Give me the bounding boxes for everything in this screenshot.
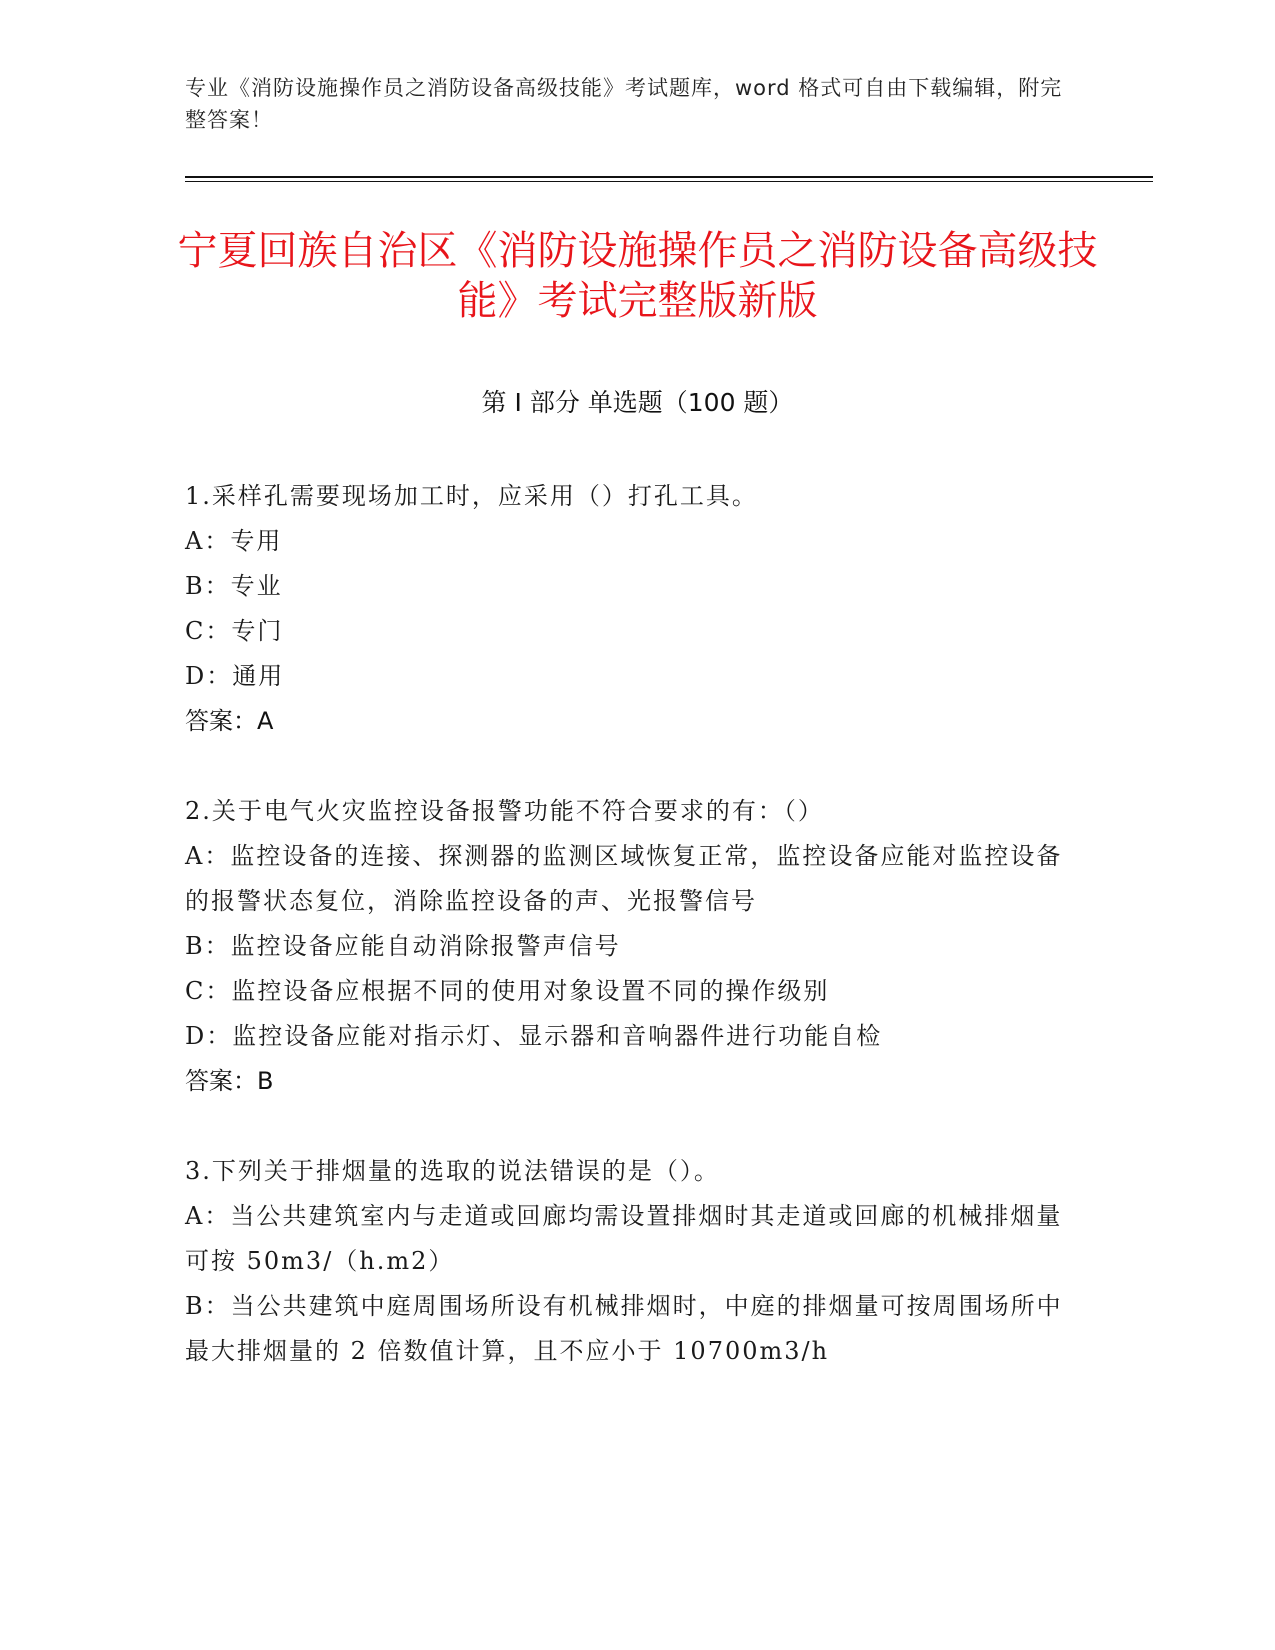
option-b: B：监控设备应能自动消除报警声信号 [185, 932, 621, 960]
question-stem: 2.关于电气火灾监控设备报警功能不符合要求的有：（） [185, 797, 824, 825]
header-rule-thick [185, 176, 1153, 178]
option-b: B：当公共建筑中庭周围场所设有机械排烟时，中庭的排烟量可按周围场所中最大排烟量的 2 倍数值计算，且不应小于 10700m3/h [185, 1292, 1063, 1365]
option-d: D：监控设备应能对指示灯、显示器和音响器件进行功能自检 [185, 1022, 883, 1050]
question-stem: 3.下列关于排烟量的选取的说法错误的是（）。 [185, 1157, 720, 1185]
question-stem: 1.采样孔需要现场加工时，应采用（）打孔工具。 [185, 482, 758, 510]
option-a: A：监控设备的连接、探测器的监测区域恢复正常，监控设备应能对监控设备的报警状态复位，消除监控设备的声、光报警信号 [185, 842, 1063, 915]
option-a: A：专用 [185, 527, 283, 555]
document-title: 宁夏回族自治区《消防设施操作员之消防设备高级技能》考试完整版新版 [177, 228, 1098, 324]
question-list [185, 474, 1065, 1419]
answer: 答案：A [185, 707, 274, 735]
question-2 [185, 789, 1065, 1104]
option-c: C：监控设备应根据不同的使用对象设置不同的操作级别 [185, 977, 830, 1005]
option-d: D：通用 [185, 662, 285, 690]
header-rule-thin [185, 181, 1153, 182]
option-c: C：专门 [185, 617, 284, 645]
option-b: B：专业 [185, 572, 283, 600]
option-a: A：当公共建筑室内与走道或回廊均需设置排烟时其走道或回廊的机械排烟量可按 50m3/（h.m2） [185, 1202, 1063, 1275]
answer: 答案：B [185, 1067, 274, 1095]
question-3 [185, 1149, 1065, 1374]
header-note: 专业《消防设施操作员之消防设备高级技能》考试题库，word 格式可自由下载编辑，附完整答案！ [185, 76, 1063, 132]
question-1 [185, 474, 1065, 744]
section-heading: 第 I 部分 单选题（100 题） [481, 388, 794, 417]
